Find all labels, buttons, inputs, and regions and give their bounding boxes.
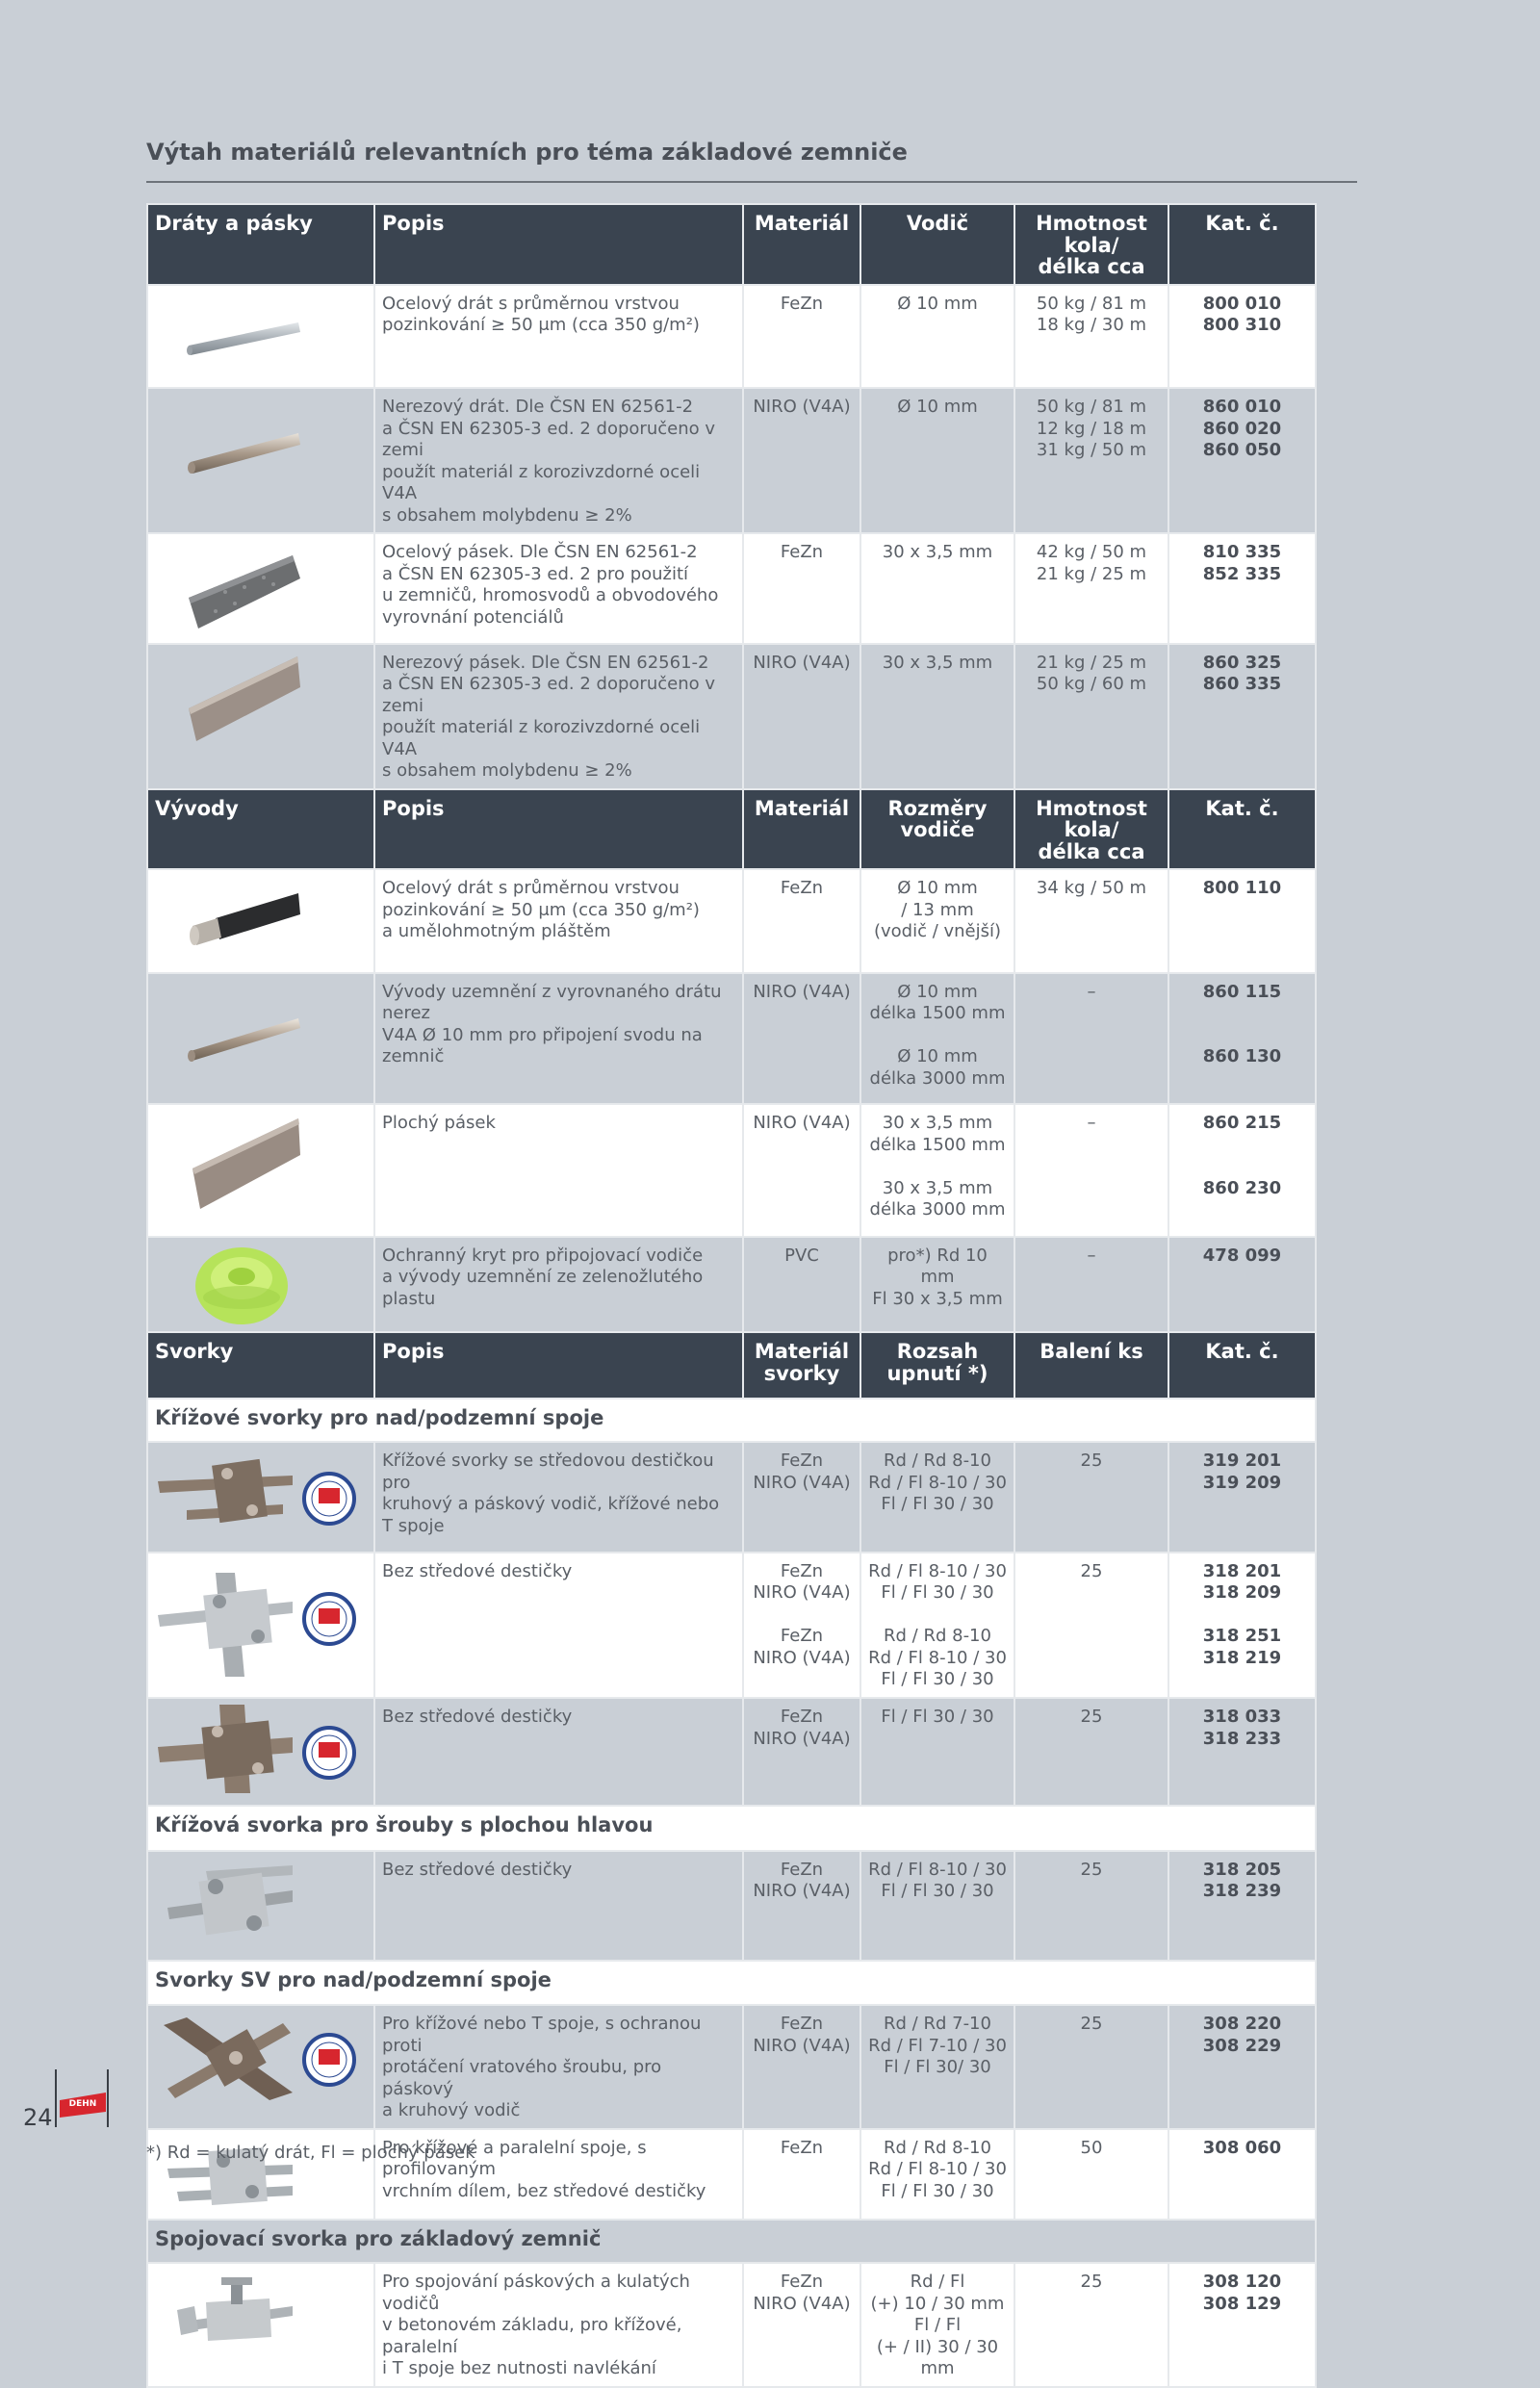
row-description: Ocelový drát s průměrnou vrstvou pozinkování ≥ 50 μm (cca 350 g/m²) [374,285,743,389]
row-description: Bez středové destičky [374,1698,743,1806]
row-description: Ochranný kryt pro připojovací vodiče a vývody uzemnění ze zelenožlutého plastu [374,1237,743,1333]
row-description: Nerezový pásek. Dle ČSN EN 62561-2 a ČSN EN 62305-3 ed. 2 doporučeno v zemi použít materiál z korozivzdorné oceli V4A s obsahem molybdenu ≥ 2% [374,644,743,789]
row-weight: – [1014,973,1168,1105]
table-row [147,388,1316,533]
table-row [147,1698,1316,1806]
row-pack: 25 [1014,2005,1168,2129]
row-pack: 25 [1014,2263,1168,2387]
row-cat-no: 308 220 308 229 [1168,2005,1316,2129]
row-material: FeZn NIRO (V4A) [743,2005,860,2129]
table-row [147,1237,1316,1333]
table-row [147,285,1316,389]
header-leads: Vývody [147,789,374,870]
row-pack: 25 [1014,1851,1168,1962]
header-cat-no: Kat. č. [1168,1332,1316,1399]
header-weight: Hmotnost kola/ délka cca [1014,204,1168,285]
row-dimensions: Ø 10 mm / 13 mm (vodič / vnější) [860,869,1014,973]
table-row [147,2005,1316,2129]
title-divider [146,181,1357,183]
steel-strip-icon [147,533,374,644]
row-weight: 42 kg / 50 m 21 kg / 25 m [1014,533,1168,644]
table-row [147,1553,1316,1699]
header-cat-no: Kat. č. [1168,204,1316,285]
row-cat-no: 860 325 860 335 [1168,644,1316,789]
row-material: NIRO (V4A) [743,644,860,789]
row-description: Plochý pásek [374,1104,743,1237]
header-conductor: Vodič [860,204,1014,285]
approval-badge-icon [304,2035,354,2085]
row-cat-no: 860 215 860 230 [1168,1104,1316,1237]
foundation-clamp-icon [147,2263,374,2387]
row-description: Pro spojování páskových a kulatých vodičů v betonovém základu, pro křížové, paralelní i T spoje bez nutnosti navlékání [374,2263,743,2387]
row-material: FeZn [743,533,860,644]
row-description: Křížové svorky se středovou destičkou pro kruhový a páskový vodič, křížové nebo T spoje [374,1442,743,1553]
sheathed-wire-icon [147,869,374,973]
header-clamp-material: Materiál svorky [743,1332,860,1399]
row-description: Bez středové destičky [374,1553,743,1699]
row-material: FeZn [743,2129,860,2221]
row-weight: – [1014,1104,1168,1237]
row-weight: 50 kg / 81 m 18 kg / 30 m [1014,285,1168,389]
row-description: Ocelový drát s průměrnou vrstvou pozinkování ≥ 50 μm (cca 350 g/m²) a umělohmotným pláštěm [374,869,743,973]
sv-clamp-icon [147,2005,374,2129]
group-title: Křížová svorka pro šrouby s plochou hlavou [147,1806,1316,1851]
row-cat-no: 800 110 [1168,869,1316,973]
header-conductor-dimensions: Rozměry vodiče [860,789,1014,870]
row-cat-no: 319 201 319 209 [1168,1442,1316,1553]
approval-badge-icon [304,1728,354,1778]
group-title: Spojovací svorka pro základový zemnič [147,2220,1316,2263]
row-cat-no: 810 335 852 335 [1168,533,1316,644]
cross-clamp-flat-icon [147,1698,374,1806]
row-cat-no: 860 010 860 020 860 050 [1168,388,1316,533]
row-material: FeZn NIRO (V4A) [743,2263,860,2387]
row-pack: 50 [1014,2129,1168,2221]
row-conductor: 30 x 3,5 mm [860,644,1014,789]
page-title: Výtah materiálů relevantních pro téma základové zemniče [146,139,908,166]
row-cat-no: 860 115 860 130 [1168,973,1316,1105]
cross-clamp-plate-icon [147,1442,374,1553]
footnote: *) Rd = kulatý drát, Fl = plochý pásek [146,2143,475,2163]
row-cat-no: 308 060 [1168,2129,1316,2221]
header-material: Materiál [743,204,860,285]
header-description: Popis [374,789,743,870]
row-range: Rd / Rd 8-10 Rd / Fl 8-10 / 30 Fl / Fl 30 / 30 [860,2129,1014,2221]
logo-text: DEHN [68,2099,97,2109]
row-range: Rd / Fl (+) 10 / 30 mm Fl / Fl (+ / II) 30 / 30 mm [860,2263,1014,2387]
table-row [147,973,1316,1105]
header-clamping-range: Rozsah upnutí *) [860,1332,1014,1399]
dehn-logo-icon [54,2069,110,2127]
row-conductor: 30 x 3,5 mm [860,533,1014,644]
row-material: FeZn NIRO (V4A) [743,1851,860,1962]
protective-cap-icon [147,1237,374,1333]
stainless-strip-icon [147,644,374,789]
row-material: NIRO (V4A) [743,388,860,533]
earthing-lead-wire-icon [147,973,374,1105]
table-row [147,1851,1316,1962]
header-clamps: Svorky [147,1332,374,1399]
materials-table [146,203,1317,2388]
row-pack: 25 [1014,1698,1168,1806]
row-conductor: Ø 10 mm [860,388,1014,533]
approval-badge-icon [304,1474,354,1524]
table-row [147,644,1316,789]
row-description: Vývody uzemnění z vyrovnaného drátu nerez V4A Ø 10 mm pro připojení svodu na zemnič [374,973,743,1105]
row-dimensions: 30 x 3,5 mm délka 1500 mm 30 x 3,5 mm délka 3000 mm [860,1104,1014,1237]
header-wires: Dráty a pásky [147,204,374,285]
row-cat-no: 318 201 318 209 318 251 318 219 [1168,1553,1316,1699]
row-material: FeZn NIRO (V4A) [743,1442,860,1553]
header-pack-qty: Balení ks [1014,1332,1168,1399]
group-title: Svorky SV pro nad/podzemní spoje [147,1961,1316,2005]
row-description: Ocelový pásek. Dle ČSN EN 62561-2 a ČSN EN 62305-3 ed. 2 pro použití u zemničů, hromosvodů a obvodového vyrovnání potenciálů [374,533,743,644]
flat-strip-icon [147,1104,374,1237]
row-material: NIRO (V4A) [743,973,860,1105]
table-row [147,533,1316,644]
row-dimensions: pro*) Rd 10 mm Fl 30 x 3,5 mm [860,1237,1014,1333]
row-cat-no: 318 033 318 233 [1168,1698,1316,1806]
page-number: 24 [23,2104,53,2131]
header-description: Popis [374,1332,743,1399]
row-range: Rd / Fl 8-10 / 30 Fl / Fl 30 / 30 [860,1851,1014,1962]
table-row [147,1442,1316,1553]
row-dimensions: Ø 10 mm délka 1500 mm Ø 10 mm délka 3000 mm [860,973,1014,1105]
row-conductor: Ø 10 mm [860,285,1014,389]
flat-head-clamp-icon [147,1851,374,1962]
row-description: Pro křížové nebo T spoje, s ochranou proti protáčení vratového šroubu, pro páskový a kruhový vodič [374,2005,743,2129]
galvanized-wire-icon [147,285,374,389]
row-range: Rd / Rd 7-10 Rd / Fl 7-10 / 30 Fl / Fl 30/ 30 [860,2005,1014,2129]
header-material: Materiál [743,789,860,870]
group-title: Křížové svorky pro nad/podzemní spoje [147,1399,1316,1442]
row-cat-no: 318 205 318 239 [1168,1851,1316,1962]
row-description: Bez středové destičky [374,1851,743,1962]
row-weight: 34 kg / 50 m [1014,869,1168,973]
row-range: Fl / Fl 30 / 30 [860,1698,1014,1806]
table-row [147,869,1316,973]
row-range: Rd / Rd 8-10 Rd / Fl 8-10 / 30 Fl / Fl 30 / 30 [860,1442,1014,1553]
header-weight: Hmotnost kola/ délka cca [1014,789,1168,870]
row-cat-no: 478 099 [1168,1237,1316,1333]
row-cat-no: 308 120 308 129 [1168,2263,1316,2387]
stainless-wire-icon [147,388,374,533]
row-description: Pro křížové a paralelní spoje, s profilovaným vrchním dílem, bez středové destičky [374,2129,743,2221]
row-description: Nerezový drát. Dle ČSN EN 62561-2 a ČSN EN 62305-3 ed. 2 doporučeno v zemi použít materiál z korozivzdorné oceli V4A s obsahem molybdenu ≥ 2% [374,388,743,533]
row-weight: 21 kg / 25 m 50 kg / 60 m [1014,644,1168,789]
row-range: Rd / Fl 8-10 / 30 Fl / Fl 30 / 30 Rd / Rd 8-10 Rd / Fl 8-10 / 30 Fl / Fl 30 / 30 [860,1553,1014,1699]
row-material: FeZn [743,285,860,389]
row-cat-no: 800 010 800 310 [1168,285,1316,389]
table-row [147,1104,1316,1237]
row-material: FeZn [743,869,860,973]
row-material: FeZn NIRO (V4A) [743,1698,860,1806]
header-cat-no: Kat. č. [1168,789,1316,870]
row-pack: 25 [1014,1553,1168,1699]
row-pack: 25 [1014,1442,1168,1553]
row-weight: 50 kg / 81 m 12 kg / 18 m 31 kg / 50 m [1014,388,1168,533]
row-material: NIRO (V4A) [743,1104,860,1237]
approval-badge-icon [304,1594,354,1644]
header-description: Popis [374,204,743,285]
cross-clamp-icon [147,1553,374,1699]
row-weight: – [1014,1237,1168,1333]
row-material: FeZn NIRO (V4A) FeZn NIRO (V4A) [743,1553,860,1699]
table-row [147,2263,1316,2387]
row-material: PVC [743,1237,860,1333]
